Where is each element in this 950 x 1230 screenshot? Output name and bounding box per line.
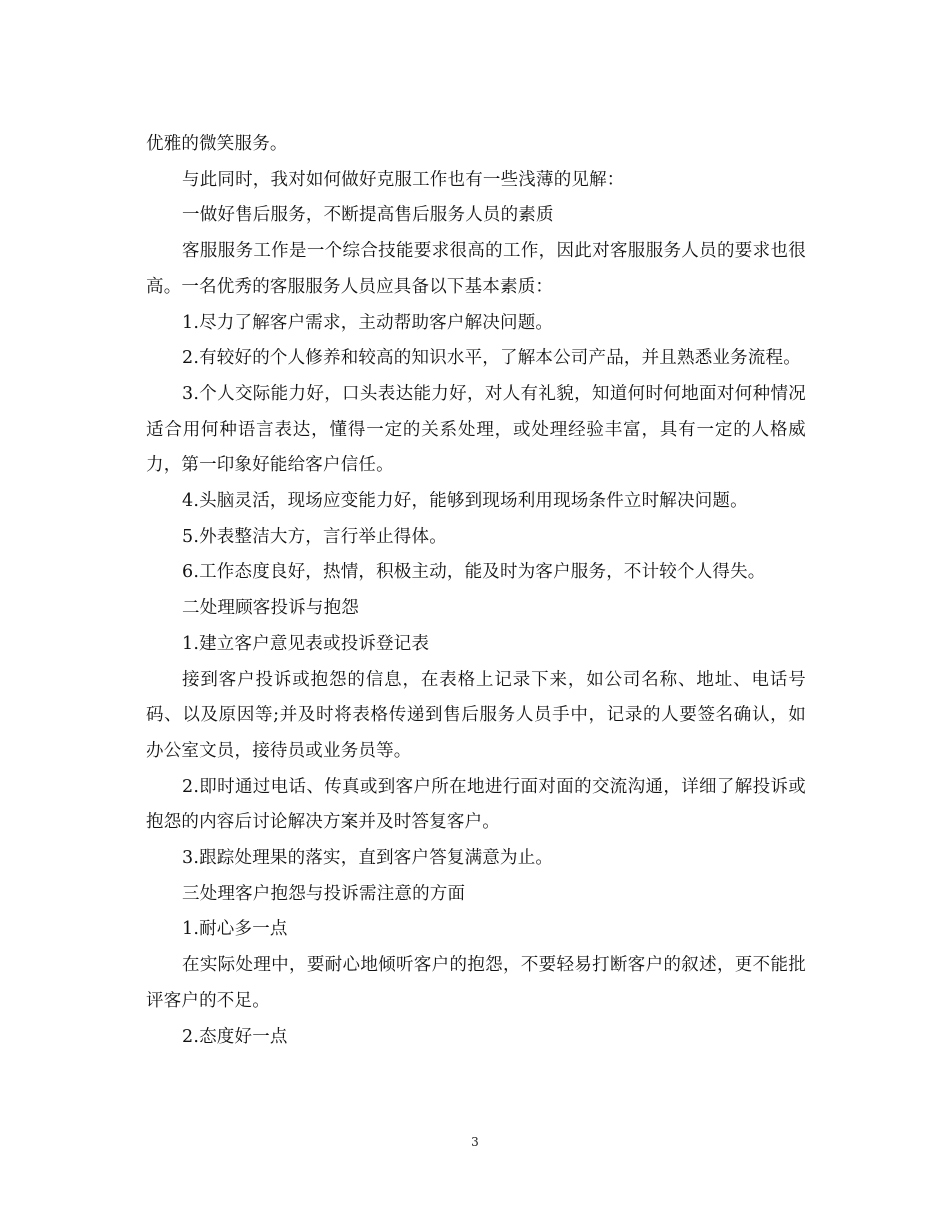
paragraph: 3.跟踪处理果的落实，直到客户答复满意为止。 [182, 848, 554, 869]
page-number: 3 [471, 1135, 479, 1149]
paragraph: 2.即时通过电话、传真或到客户所在地进行面对面的交流沟通，详细了解投诉或抱怨的内容后讨论解决方案并及时答复客户。 [146, 776, 806, 833]
document-body [146, 127, 806, 1055]
paragraph: 5.外表整洁大方，言行举止得体。 [182, 526, 447, 547]
paragraph: 4.头脑灵活，现场应变能力好，能够到现场利用现场条件立时解决问题。 [182, 491, 748, 512]
paragraph: 客服服务工作是一个综合技能要求很高的工作，因此对客服服务人员的要求也很高。一名优秀的客服服务人员应具备以下基本素质： [146, 241, 806, 297]
paragraph: 接到客户投诉或抱怨的信息，在表格上记录下来，如公司名称、地址、电话号码、以及原因等;并及时将表格传递到售后服务人员手中，记录的人要签名确认，如办公室文员，接待员或业务员等。 [146, 669, 806, 761]
paragraph: 2.有较好的个人修养和较高的知识水平，了解本公司产品，并且熟悉业务流程。 [182, 348, 801, 369]
paragraph: 1.耐心多一点 [182, 919, 288, 940]
paragraph: 二处理顾客投诉与抱怨 [182, 598, 359, 619]
paragraph: 2.态度好一点 [182, 1026, 288, 1047]
paragraph: 3.个人交际能力好，口头表达能力好，对人有礼貌，知道何时何地面对何种情况适合用何种语言表达，懂得一定的关系处理，或处理经验丰富，具有一定的人格威力，第一印象好能给客户信任。 [146, 383, 806, 476]
paragraph: 与此同时，我对如何做好克服工作也有一些浅薄的见解： [182, 169, 625, 190]
paragraph: 1.建立客户意见表或投诉登记表 [182, 633, 430, 654]
paragraph: 1.尽力了解客户需求，主动帮助客户解决问题。 [182, 312, 554, 333]
paragraph: 三处理客户抱怨与投诉需注意的方面 [182, 883, 466, 904]
paragraph: 优雅的微笑服务。 [146, 134, 288, 154]
paragraph: 一做好售后服务，不断提高售后服务人员的素质 [182, 205, 554, 226]
paragraph: 在实际处理中，要耐心地倾听客户的抱怨，不要轻易打断客户的叙述，更不能批评客户的不足。 [146, 955, 806, 1011]
paragraph: 6.工作态度良好，热情，积极主动，能及时为客户服务，不计较个人得失。 [182, 562, 766, 583]
